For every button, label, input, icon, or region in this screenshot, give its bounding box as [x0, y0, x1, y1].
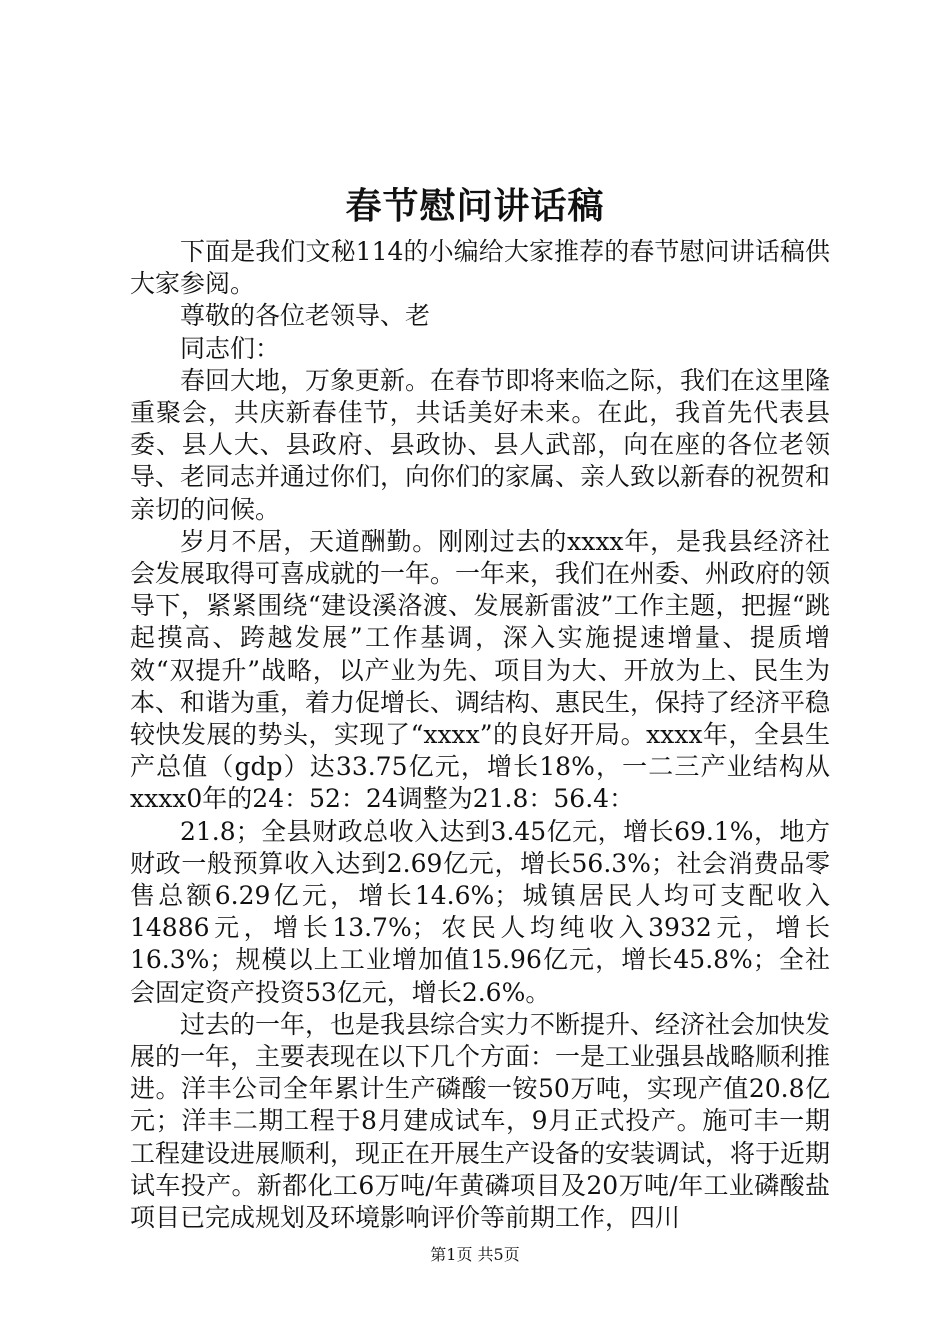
- page-number-footer: 第1页 共5页: [430, 1245, 520, 1264]
- paragraph-salutation-1: 尊敬的各位老领导、老: [180, 301, 431, 331]
- paragraph-statistics: 21.8；全县财政总收入达到3.45亿元，增长69.1%，地方财政一般预算收入达到2.69亿元，增长56.3%；社会消费品零售总额6.29亿元，增长14.6%；城镇居民人均可支配收入14886元，增长13.7%；农民人均纯收入3932元，增长16.3%；规模以上工业增加值15.96亿元，增长45.8%；全社会固定资产投资53亿元，增长2.6%。: [130, 816, 830, 1007]
- paragraph-salutation-2: 同志们：: [180, 333, 281, 363]
- paragraph-industry: 过去的一年，也是我县综合实力不断提升、经济社会加快发展的一年，主要表现在以下几个方面：一是工业强县战略顺利推进。洋丰公司全年累计生产磷酸一铵50万吨，实现产值20.8亿元；洋丰二期工程于8月建成试车，9月正式投产。施可丰一期工程建设进展顺利，现正在开展生产设备的安装调试，将于近期试车投产。新都化工6万吨/年黄磷项目及20万吨/年工业磷酸盐项目已完成规划及环境影响评价等前期工作，四川: [130, 1009, 831, 1233]
- document-title: 春节慰问讲话稿: [345, 185, 605, 227]
- document-body: [130, 236, 830, 1234]
- paragraph-greeting: 春回大地，万象更新。在春节即将来临之际，我们在这里隆重聚会，共庆新春佳节，共话美好未来。在此，我首先代表县委、县人大、县政府、县政协、县人武部，向在座的各位老领导、老同志并通过你们，向你们的家属、亲人致以新春的祝贺和亲切的问候。: [130, 365, 831, 524]
- paragraph-achievements: 岁月不居，天道酬勤。刚刚过去的xxxx年，是我县经济社会发展取得可喜成就的一年。一年来，我们在州委、州政府的领导下，紧紧围绕“建设溪洛渡、发展新雷波”工作主题，把握“跳起摸高、跨越发展”工作基调，深入实施提速增量、提质增效“双提升”战略，以产业为先、项目为大、开放为上、民生为本、和谐为重，着力促增长、调结构、惠民生，保持了经济平稳较快发展的势头，实现了“xxxx”的良好开局。xxxx年，全县生产总值（gdp）达33.75亿元，增长18%，一二三产业结构从xxxx0年的24：52：24调整为21.8：56.4：: [130, 526, 831, 814]
- paragraph-intro: 下面是我们文秘114的小编给大家推荐的春节慰问讲话稿供大家参阅。: [130, 237, 830, 299]
